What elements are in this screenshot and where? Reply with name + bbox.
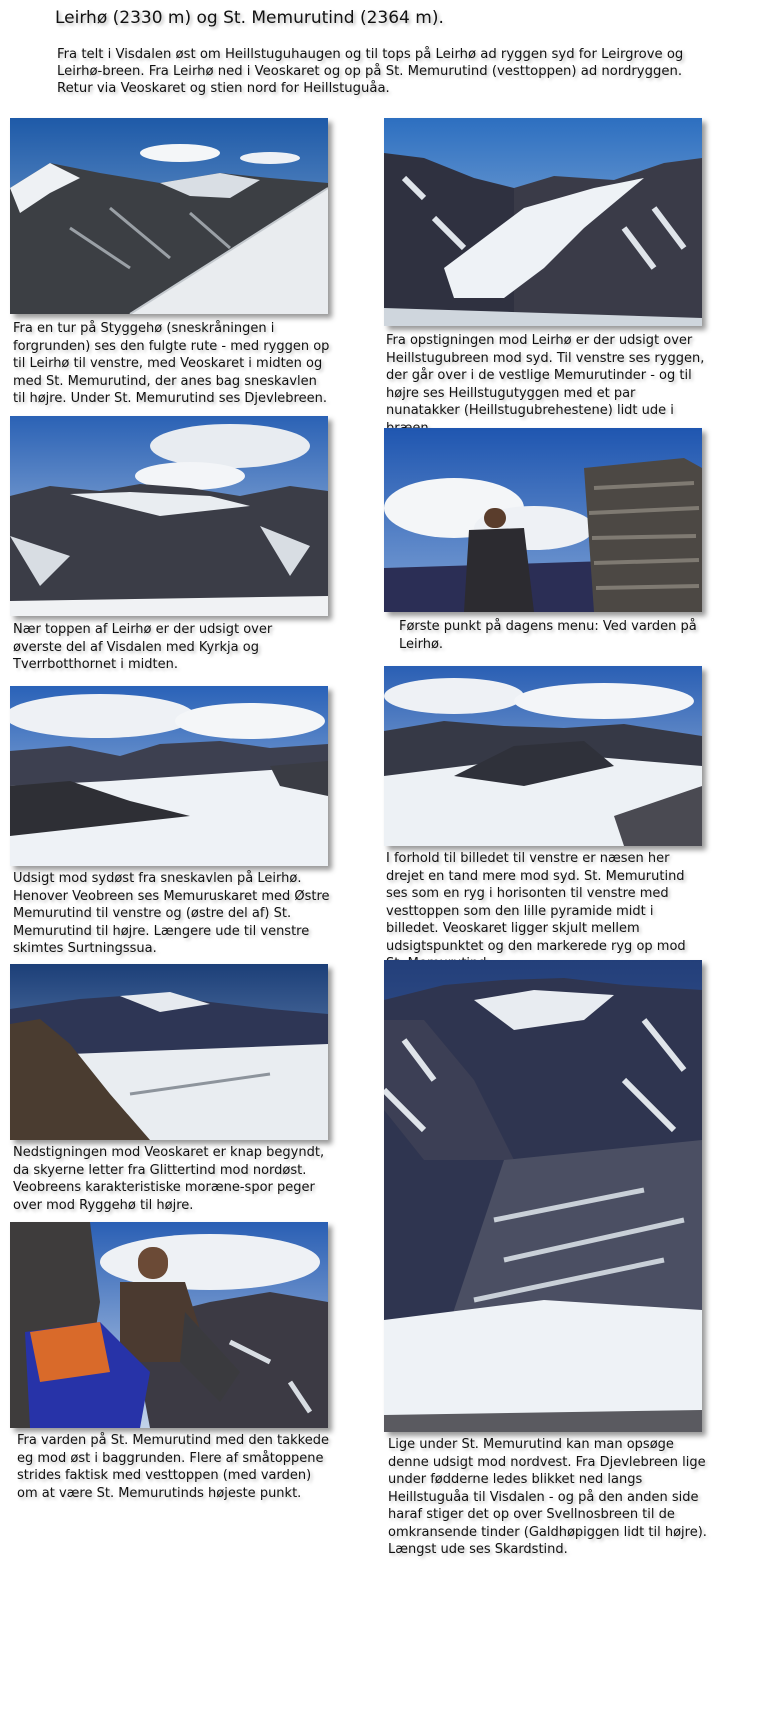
photo-southeast-view	[10, 686, 328, 866]
caption-photo-9: Lige under St. Memurutind kan man opsøge denne udsigt mod nordvest. Fra Djevlebreen lige under fødderne ledes blikket ned langs Heillstuguåa til Visdalen - og på den anden side haraf stiger det op over Svellnosbreen til de omkransende tinder (Galdhøpiggen lidt til højre). Længst ude ses Skardstind.	[388, 1437, 707, 1557]
photo-descent-veoskaret	[10, 964, 328, 1140]
caption-photo-6: I forhold til billedet til venstre er næsen her drejet en tand mere mod syd. St. Memurutind ses som en ryg i horisonten til venstre med vesttoppen som den lille pyramide midt i billedet. Veoskaret ligger skjult mellem udsigtspunktet og den markerede ryg op mod	[386, 851, 686, 954]
caption-photo-1: Fra en tur på Styggehø (sneskråningen i forgrunden) ses den fulgte rute - med ryggen op til Leirhø til venstre, med Veoskaret i midten og med St. Memurutind, der anes bag sneskavlen til højre. Under St. Memurutind ses Djevlebreen.	[13, 321, 330, 406]
photo-styggeho-view	[10, 118, 328, 314]
photo-south-view	[384, 666, 702, 846]
photo-visdalen	[10, 416, 328, 616]
photo-northwest-view	[384, 960, 702, 1432]
intro-text: Fra telt i Visdalen øst om Heillstuguhaugen og til tops på Leirhø ad ryggen syd for Leirgrove og Leirhø-breen. Fra Leirhø ned i Veoskaret og op på St. Memurutind (vesttoppen) ad nordryggen. Retur via Veoskaret og stien nord for Heillstuguåa.	[57, 47, 684, 96]
photo-cairn-leirho	[384, 428, 702, 612]
caption-photo-3: Nær toppen af Leirhø er der udsigt over øverste del af Visdalen med Kyrkja og Tverrbotthornet i midten.	[13, 622, 273, 672]
photo-memurutind-cairn	[10, 1222, 328, 1428]
photo-heillstugubreen	[384, 118, 702, 326]
caption-photo-4: Første punkt på dagens menu: Ved varden på Leirhø.	[399, 619, 697, 652]
caption-photo-8: Fra varden på St. Memurutind med den takkede eg mod øst i baggrunden. Flere af småtoppene strides faktisk med vesttoppen (med varden) om at være St. Memurutinds højeste punkt.	[17, 1433, 329, 1501]
page-title: Leirhø (2330 m) og St. Memurutind (2364 m).	[55, 8, 444, 28]
caption-photo-7: Nedstigningen mod Veoskaret er knap begyndt, da skyerne letter fra Glittertind mod nordøst. Veobreens karakteristiske moræne-spor peger over mod Ryggehø til højre.	[13, 1145, 325, 1213]
caption-photo-5: Udsigt mod sydøst fra sneskavlen på Leirhø. Henover Veobreen ses Memuruskaret med Østre Memurutind til venstre og (østre del af) St. Memurutind til højre. Længere ude til venstre skimtes Surtningssua.	[13, 871, 330, 956]
caption-photo-2: Fra opstigningen mod Leirhø er der udsigt over Heillstugubreen mod syd. Til venstre ses ryggen, der går over i de vestlige Memurutinder - og til højre ses Heillstugutyggen med et par nunatakker (Heillstugubrehestene) lidt ude i	[386, 333, 705, 418]
